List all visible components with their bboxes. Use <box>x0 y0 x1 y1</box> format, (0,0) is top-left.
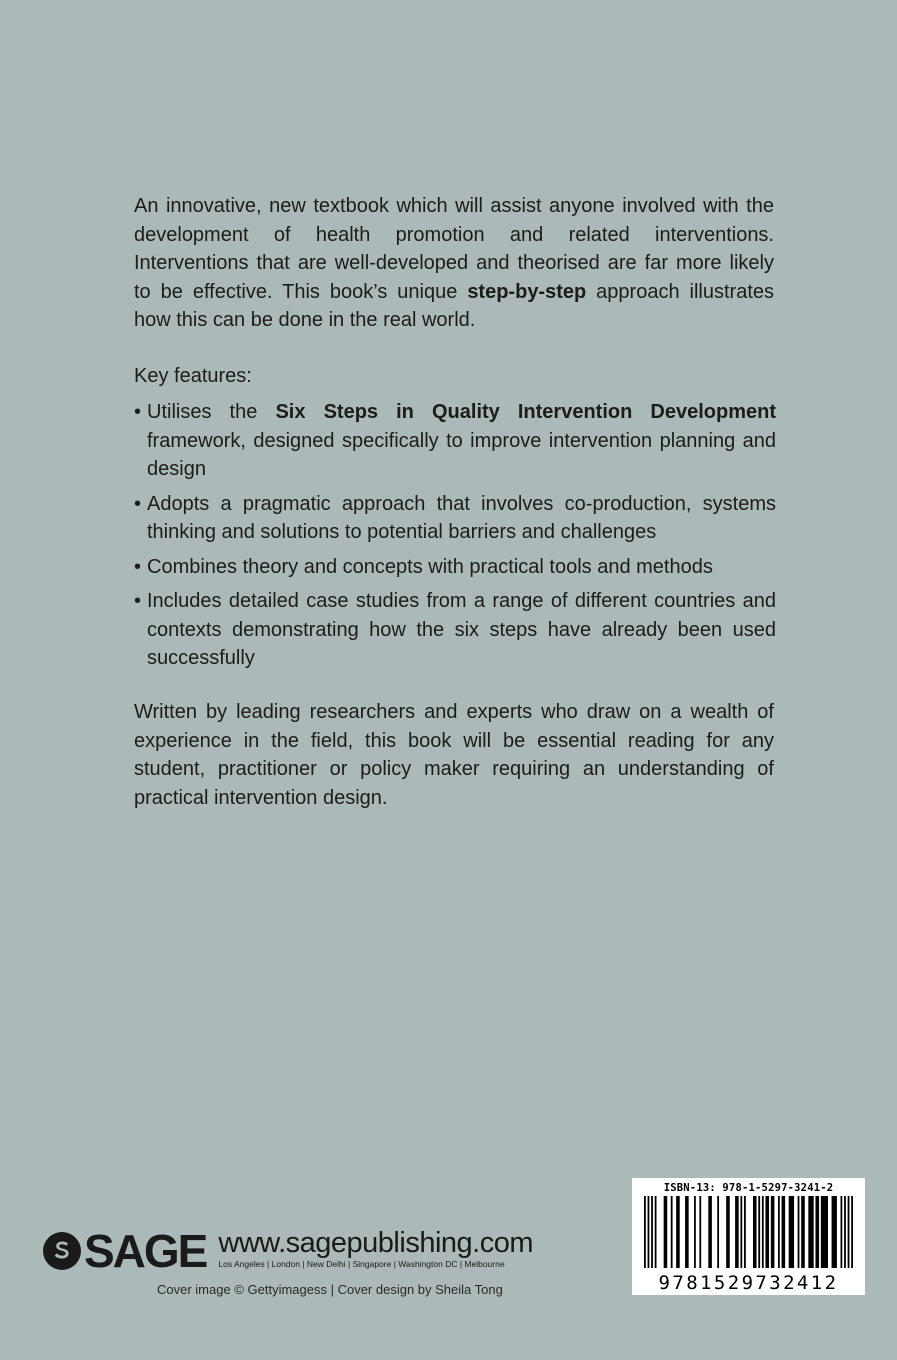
barcode-bar <box>708 1196 712 1268</box>
barcode-bar <box>744 1196 746 1268</box>
closing-paragraph: Written by leading researchers and experts who draw on a wealth of experience in the field, this book will be essential reading for any student, practitioner or policy maker requiring an understanding of practical intervention design. <box>134 701 774 809</box>
intro-text-start: An innovative, new textbook which will assist anyone involved with the development of health promotion and related interventions. Interventions that are well-developed and theorised are far more likely to be effective. This book’s unique <box>134 195 774 303</box>
publisher-info <box>218 1228 533 1269</box>
feature-item <box>134 553 776 582</box>
barcode-bar <box>685 1196 689 1268</box>
feature-text: framework, designed specifically to improve intervention planning and design <box>147 429 776 480</box>
feature-text: Adopts a pragmatic approach that involves co-production, systems thinking and solutions to potential barriers and challenges <box>147 492 776 543</box>
feature-emphasis: Six Steps in Quality Intervention Development <box>275 401 777 423</box>
barcode-bar <box>740 1196 742 1268</box>
barcode-bar <box>841 1196 843 1268</box>
barcode-bar <box>848 1196 850 1268</box>
barcode-bar <box>808 1196 813 1268</box>
barcode-bar <box>778 1196 780 1268</box>
intro-text-end: approach illustrates how this can be done in the real world. <box>134 280 775 331</box>
bullet-icon: • <box>134 555 142 578</box>
barcode-bar <box>851 1196 853 1268</box>
barcode-bar <box>655 1196 657 1268</box>
barcode-bar <box>651 1196 653 1268</box>
barcode-bar <box>801 1196 805 1268</box>
feature-item <box>134 398 776 484</box>
barcode-number: 9781529732412 <box>658 1272 839 1294</box>
feature-item <box>134 587 776 673</box>
publisher-cities: Los Angeles | London | New Delhi | Singapore | Washington DC | Melbourne <box>218 1259 505 1269</box>
barcode-bar <box>735 1196 739 1268</box>
barcode-bar <box>762 1196 764 1268</box>
barcode-bar <box>671 1196 673 1268</box>
barcode-bars <box>638 1196 859 1268</box>
feature-item <box>134 490 776 547</box>
barcode-bar <box>798 1196 800 1268</box>
publisher-url[interactable]: www.sagepublishing.com <box>218 1227 533 1259</box>
feature-text: Includes detailed case studies from a range of different countries and contexts demonstrating how the six steps have already been used successfully <box>147 590 776 669</box>
publisher-block <box>42 1225 533 1277</box>
intro-paragraph <box>134 192 774 335</box>
bullet-icon: • <box>134 401 142 423</box>
sage-wordmark: SAGE <box>84 1225 207 1277</box>
cover-credits: Cover image © Gettyimagess | Cover design by Sheila Tong <box>157 1282 503 1297</box>
bullet-icon: • <box>134 590 142 612</box>
barcode-bar <box>676 1196 680 1268</box>
barcode-bar <box>815 1196 819 1268</box>
barcode-bar <box>758 1196 760 1268</box>
barcode-bar <box>694 1196 696 1268</box>
barcode-bar <box>644 1196 646 1268</box>
key-features-heading: Key features: <box>134 365 252 387</box>
barcode-bar <box>782 1196 786 1268</box>
isbn-label: ISBN-13: 978-1-5297-3241-2 <box>663 1182 834 1194</box>
barcode-bar <box>789 1196 794 1268</box>
barcode-bar <box>699 1196 701 1268</box>
barcode-bar <box>753 1196 757 1268</box>
barcode-bar <box>821 1196 828 1268</box>
key-features-list <box>134 398 776 679</box>
barcode-bar <box>771 1196 775 1268</box>
feature-text: Utilises the <box>147 401 276 423</box>
isbn-barcode <box>632 1178 865 1295</box>
bullet-icon: • <box>134 492 142 515</box>
barcode-bar <box>726 1196 730 1268</box>
barcode-bar <box>717 1196 719 1268</box>
barcode-bar <box>648 1196 650 1268</box>
barcode-bar <box>844 1196 846 1268</box>
barcode-bar <box>664 1196 668 1268</box>
sage-logo <box>42 1225 207 1277</box>
barcode-bar <box>765 1196 769 1268</box>
intro-emphasis: step-by-step <box>467 280 587 303</box>
sage-s-icon <box>42 1231 82 1271</box>
barcode-bar <box>832 1196 837 1268</box>
feature-text: Combines theory and concepts with practical tools and methods <box>147 555 713 578</box>
